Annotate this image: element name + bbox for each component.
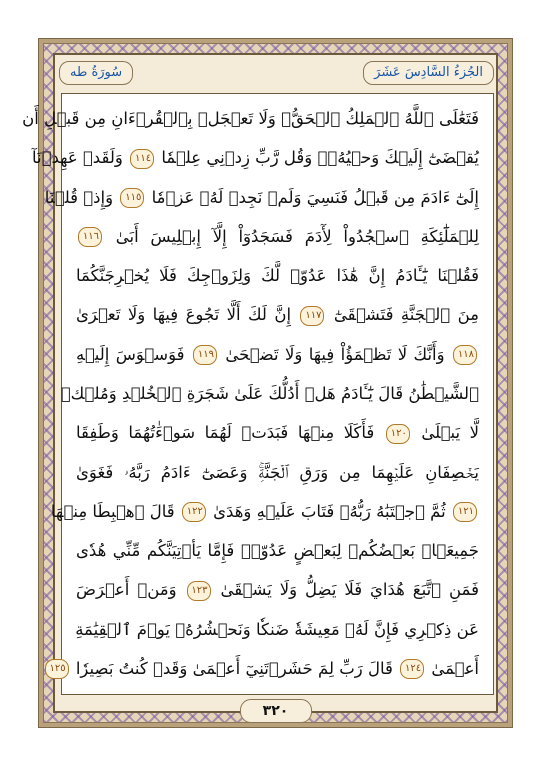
verse-text: لِلۡمَلَٰٓئِكَةِ ٱسۡجُدُواْ لِأٓدَمَ فَسَجَدُوٓاْ إِلَّآ إِبۡلِيسَ أَبَىٰ <box>115 226 479 246</box>
verse-line <box>76 575 479 605</box>
verse-line <box>49 654 479 684</box>
ayah-number-marker: ١١٨ <box>453 345 477 365</box>
ayah-number-marker: ١١٦ <box>78 227 102 247</box>
verse-text: جَمِيعَۢاۖ بَعۡضُكُمۡ لِبَعۡضٍ عَدُوّٞۖ فَإِمَّا يَأۡتِيَنَّكُم مِّنِّي هُدٗى <box>76 541 479 561</box>
verse-line <box>76 222 479 252</box>
ayah-number-marker: ١١٤ <box>130 149 154 169</box>
verse-line <box>22 104 479 134</box>
verse-line <box>76 615 479 645</box>
verse-lines <box>22 104 480 684</box>
ayah-number-marker: ١١٧ <box>300 306 324 326</box>
verse-text: قَالَ ٱهۡبِطَا مِنۡهَا <box>50 501 175 521</box>
page-header <box>59 59 494 87</box>
verse-text: فَأَكَلَا مِنۡهَا فَبَدَتۡ لَهُمَا سَوۡءَٰتُهُمَا وَطَفِقَا <box>76 423 375 443</box>
ayah-number-marker: ١١٩ <box>193 345 217 365</box>
verse-text: إِنَّ لَكَ أَلَّا تَجُوعَ فِيهَا وَلَا تَعۡرَىٰ <box>76 305 292 325</box>
verse-text: وَلَقَدۡ عَهِدۡنَآ <box>32 148 123 168</box>
verse-text: وَمَنۡ أَعۡرَضَ <box>76 580 177 600</box>
ayah-number-marker: ١١٥ <box>120 188 144 208</box>
verse-text: فَوَسۡوَسَ إِلَيۡهِ <box>76 344 185 364</box>
verse-line <box>76 418 479 448</box>
verse-text: مِنَ ٱلۡجَنَّةِ فَتَشۡقَىٰٓ <box>333 305 480 325</box>
juz-label: الجُزءُ السَّادِسَ عَشَرَ <box>363 61 494 85</box>
verse-line <box>76 300 479 330</box>
surah-name: سُورَةُ طه <box>59 61 133 85</box>
verse-text: يُقۡضَىٰٓ إِلَيۡكَ وَحۡيُهُۥۖ وَقُل رَّبِّ زِدۡنِي عِلۡمٗا <box>161 148 479 168</box>
verse-line <box>76 340 479 370</box>
verse-text: قَالَ رَبِّ لِمَ حَشَرۡتَنِيٓ أَعۡمَىٰ وَقَدۡ كُنتُ بَصِيرٗا <box>75 658 393 678</box>
verse-line <box>76 536 479 566</box>
verse-text: يَخۡصِفَانِ عَلَيۡهِمَا مِن وَرَقِ ٱلۡجَنَّةِۚ وَعَصَىٰٓ ءَادَمُ رَبَّهُۥ فَغَوَىٰ <box>76 462 479 482</box>
verse-text: عَن ذِكۡرِي فَإِنَّ لَهُۥ مَعِيشَةٗ ضَنكٗا وَنَحۡشُرُهُۥ يَوۡمَ ٱلۡقِيَٰمَةِ <box>75 619 479 639</box>
ayah-number-marker: ١٢٠ <box>386 424 410 444</box>
ayah-number-marker: ١٢٣ <box>187 581 211 601</box>
ayah-number-marker: ١٢١ <box>453 502 477 522</box>
ayah-number-marker: ١٢٥ <box>45 659 69 679</box>
verse-line <box>76 458 479 488</box>
verse-text: وَإِذۡ قُلۡنَا <box>44 187 114 207</box>
verse-text: إِلَىٰٓ ءَادَمَ مِن قَبۡلُ فَنَسِيَ وَلَمۡ نَجِدۡ لَهُۥ عَزۡمٗا <box>151 187 479 207</box>
verse-line <box>60 379 479 409</box>
verse-text: وَأَنَّكَ لَا تَظۡمَؤُاْ فِيهَا وَلَا تَضۡحَىٰ <box>225 344 445 364</box>
verse-text: ثُمَّ ٱجۡتَبَٰهُ رَبُّهُۥ فَتَابَ عَلَيۡهِ وَهَدَىٰ <box>213 501 446 521</box>
ayah-number-marker: ١٢٢ <box>182 502 206 522</box>
verse-line <box>44 183 479 213</box>
page-number: ٣٢٠ <box>240 699 312 723</box>
verse-line <box>32 143 479 173</box>
verse-text: فَتَعَٰلَى ٱللَّهُ ٱلۡمَلِكُ ٱلۡحَقُّۗ وَلَا تَعۡجَلۡ بِٱلۡقُرۡءَانِ مِن قَبۡلِ أَن <box>22 109 479 128</box>
verse-text: فَقُلۡنَا يَٰٓـَٔادَمُ إِنَّ هَٰذَا عَدُوّٞ لَّكَ وَلِزَوۡجِكَ فَلَا يُخۡرِجَنَّكُمَا <box>76 266 479 286</box>
verse-text: فَمَنِ ٱتَّبَعَ هُدَايَ فَلَا يَضِلُّ وَلَا يَشۡقَىٰ <box>220 580 479 600</box>
page-frame <box>22 38 513 728</box>
quran-text-panel <box>22 93 494 695</box>
verse-text: ٱلشَّيۡطَٰنُ قَالَ يَٰٓـَٔادَمُ هَلۡ أَدُلُّكَ عَلَىٰ شَجَرَةِ ٱلۡخُلۡدِ وَمُلۡكٖ <box>60 383 479 403</box>
verse-line <box>50 497 479 527</box>
verse-line <box>76 261 479 291</box>
verse-text: أَعۡمَىٰ <box>431 658 479 678</box>
ayah-number-marker: ١٢٤ <box>400 659 424 679</box>
verse-text: لَّا يَبۡلَىٰ <box>421 423 480 443</box>
